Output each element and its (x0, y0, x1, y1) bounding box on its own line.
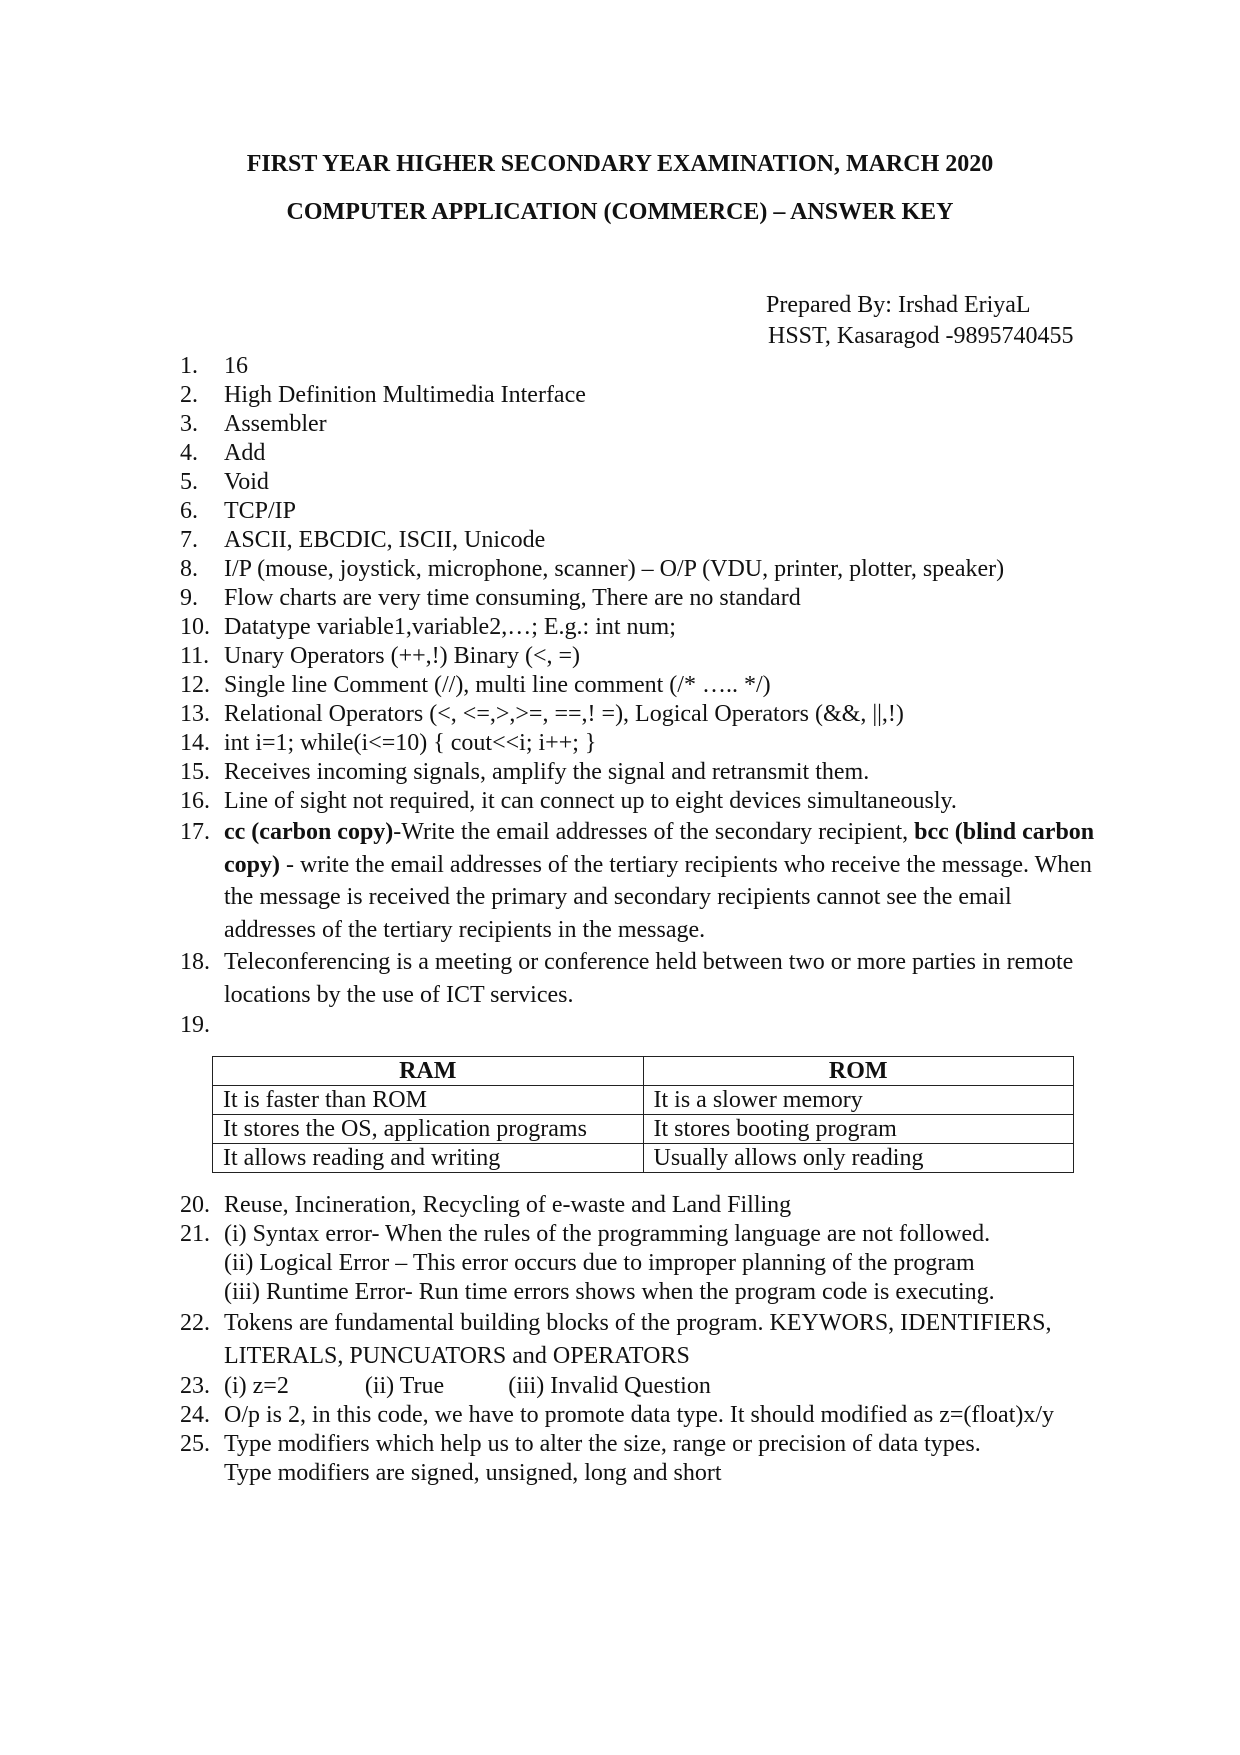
table-cell: It allows reading and writing (213, 1144, 644, 1173)
answer-part-iii: (iii) Invalid Question (508, 1373, 711, 1399)
answer-item (180, 758, 1100, 787)
answer-number: 12. (180, 672, 210, 698)
answer-number: 7. (180, 527, 198, 553)
bcc-description: - write the email addresses of the tertiary recipients who receive the message. When the message is received the primary and secondary recipients cannot see the email addresses of the tertiary recipients in the message. (224, 851, 1092, 943)
answer-item-19 (180, 1011, 1100, 1040)
answer-text: Relational Operators (<, <=,>,>=, ==,! =), Logical Operators (&&, ||,!) (224, 701, 904, 727)
answer-item (180, 381, 1100, 410)
answer-text: ASCII, EBCDIC, ISCII, Unicode (224, 527, 546, 553)
answer-number: 13. (180, 701, 210, 727)
answer-part-ii: (ii) True (364, 1373, 445, 1399)
table-row (213, 1115, 1074, 1144)
answer-text: Line of sight not required, it can connect up to eight devices simultaneously. (224, 788, 957, 814)
answer-item (180, 729, 1100, 758)
answer-item (180, 497, 1100, 526)
answer-item (180, 468, 1100, 497)
answer-text: Datatype variable1,variable2,…; E.g.: int num; (224, 614, 676, 640)
answer-line: Type modifiers which help us to alter the size, range or precision of data types. (224, 1431, 981, 1457)
author-affiliation: HSST, Kasaragod -9895740455 (768, 323, 1074, 349)
table-cell: It is faster than ROM (213, 1086, 644, 1115)
answer-number: 16. (180, 788, 210, 814)
answer-text: High Definition Multimedia Interface (224, 382, 586, 408)
answer-item (180, 671, 1100, 700)
answer-item (180, 439, 1100, 468)
table-cell: It stores the OS, application programs (213, 1115, 644, 1144)
answer-number: 9. (180, 585, 198, 611)
answer-number: 22. (180, 1310, 210, 1336)
answer-item (180, 700, 1100, 729)
answer-number: 23. (180, 1373, 210, 1399)
answer-item (180, 352, 1100, 381)
answer-text: Tokens are fundamental building blocks of the program. KEYWORS, IDENTIFIERS, LITERALS, PUNCUATORS and OPERATORS (224, 1310, 1052, 1369)
cc-description: -Write the email addresses of the secondary recipient, (393, 819, 915, 845)
answer-item-20 (180, 1191, 1100, 1220)
answer-number: 20. (180, 1192, 210, 1218)
table-row (213, 1144, 1074, 1173)
answer-item-22 (180, 1307, 1100, 1372)
answer-line: Type modifiers are signed, unsigned, long and short (224, 1460, 722, 1486)
answer-item (180, 584, 1100, 613)
answer-text: Add (224, 440, 266, 466)
answer-text: TCP/IP (224, 498, 297, 524)
answer-item (180, 526, 1100, 555)
answer-number: 11. (180, 643, 210, 669)
answer-text: Teleconferencing is a meeting or conference held between two or more parties in remote locations by the use of ICT services. (224, 949, 1074, 1008)
answer-number: 10. (180, 614, 210, 640)
table-cell: It is a slower memory (643, 1086, 1074, 1115)
column-header-rom: ROM (643, 1057, 1074, 1086)
bcc-term: bcc (blind carbon copy) (224, 819, 1095, 878)
answer-item (180, 642, 1100, 671)
answer-number: 21. (180, 1221, 210, 1247)
answer-text: Receives incoming signals, amplify the signal and retransmit them. (224, 759, 870, 785)
answer-item (180, 410, 1100, 439)
answer-list (180, 352, 1100, 1488)
answer-number: 2. (180, 382, 198, 408)
answer-item-18 (180, 946, 1100, 1011)
answer-text: O/p is 2, in this code, we have to promote data type. It should modified as z=(float)x/y (224, 1402, 1055, 1428)
answer-number: 24. (180, 1402, 210, 1428)
answer-item-24 (180, 1401, 1100, 1430)
answer-number: 18. (180, 949, 210, 975)
runtime-error-line: (iii) Runtime Error- Run time errors shows when the program code is executing. (224, 1279, 995, 1305)
answer-part-i: (i) z=2 (224, 1373, 289, 1399)
answer-number: 3. (180, 411, 198, 437)
syntax-error-line: (i) Syntax error- When the rules of the programming language are not followed. (224, 1221, 991, 1247)
answer-number: 14. (180, 730, 210, 756)
answer-text: Reuse, Incineration, Recycling of e-waste and Land Filling (224, 1192, 792, 1218)
answer-number: 19. (180, 1012, 210, 1038)
answer-item-25 (180, 1430, 1100, 1488)
answer-item-17 (180, 816, 1100, 946)
answer-number: 1. (180, 353, 198, 379)
answer-text: 16 (224, 353, 248, 379)
answer-number: 6. (180, 498, 198, 524)
answer-text: I/P (mouse, joystick, microphone, scanner) – O/P (VDU, printer, plotter, speaker) (224, 556, 1005, 582)
subject-title: COMPUTER APPLICATION (COMMERCE) – ANSWER KEY (286, 199, 954, 225)
answer-text: Unary Operators (++,!) Binary (<, =) (224, 643, 581, 669)
answer-number: 4. (180, 440, 198, 466)
answer-text: Single line Comment (//), multi line comment (/* ….. */) (224, 672, 771, 698)
answer-item-23 (180, 1372, 1100, 1401)
answer-item (180, 613, 1100, 642)
table-header-row (213, 1057, 1074, 1086)
answer-number: 5. (180, 469, 198, 495)
answer-number: 15. (180, 759, 210, 785)
answer-number: 8. (180, 556, 198, 582)
prepared-by: Prepared By: Irshad EriyaL (766, 292, 1031, 318)
answer-item (180, 787, 1100, 816)
column-header-ram: RAM (213, 1057, 644, 1086)
answer-number: 25. (180, 1431, 210, 1457)
answer-text: int i=1; while(i<=10) { cout<<i; i++; } (224, 730, 597, 756)
ram-rom-table (212, 1056, 1074, 1173)
logical-error-line: (ii) Logical Error – This error occurs due to improper planning of the program (224, 1250, 975, 1276)
table-cell: It stores booting program (643, 1115, 1074, 1144)
cc-term: cc (carbon copy) (224, 819, 394, 845)
answer-number: 17. (180, 819, 210, 845)
answer-text: Flow charts are very time consuming, There are no standard (224, 585, 801, 611)
answer-item (180, 555, 1100, 584)
answer-text: Assembler (224, 411, 327, 437)
table-row (213, 1086, 1074, 1115)
exam-title: FIRST YEAR HIGHER SECONDARY EXAMINATION, MARCH 2020 (246, 151, 994, 177)
answer-item-21 (180, 1220, 1100, 1307)
table-cell: Usually allows only reading (643, 1144, 1074, 1173)
answer-text: Void (224, 469, 269, 495)
